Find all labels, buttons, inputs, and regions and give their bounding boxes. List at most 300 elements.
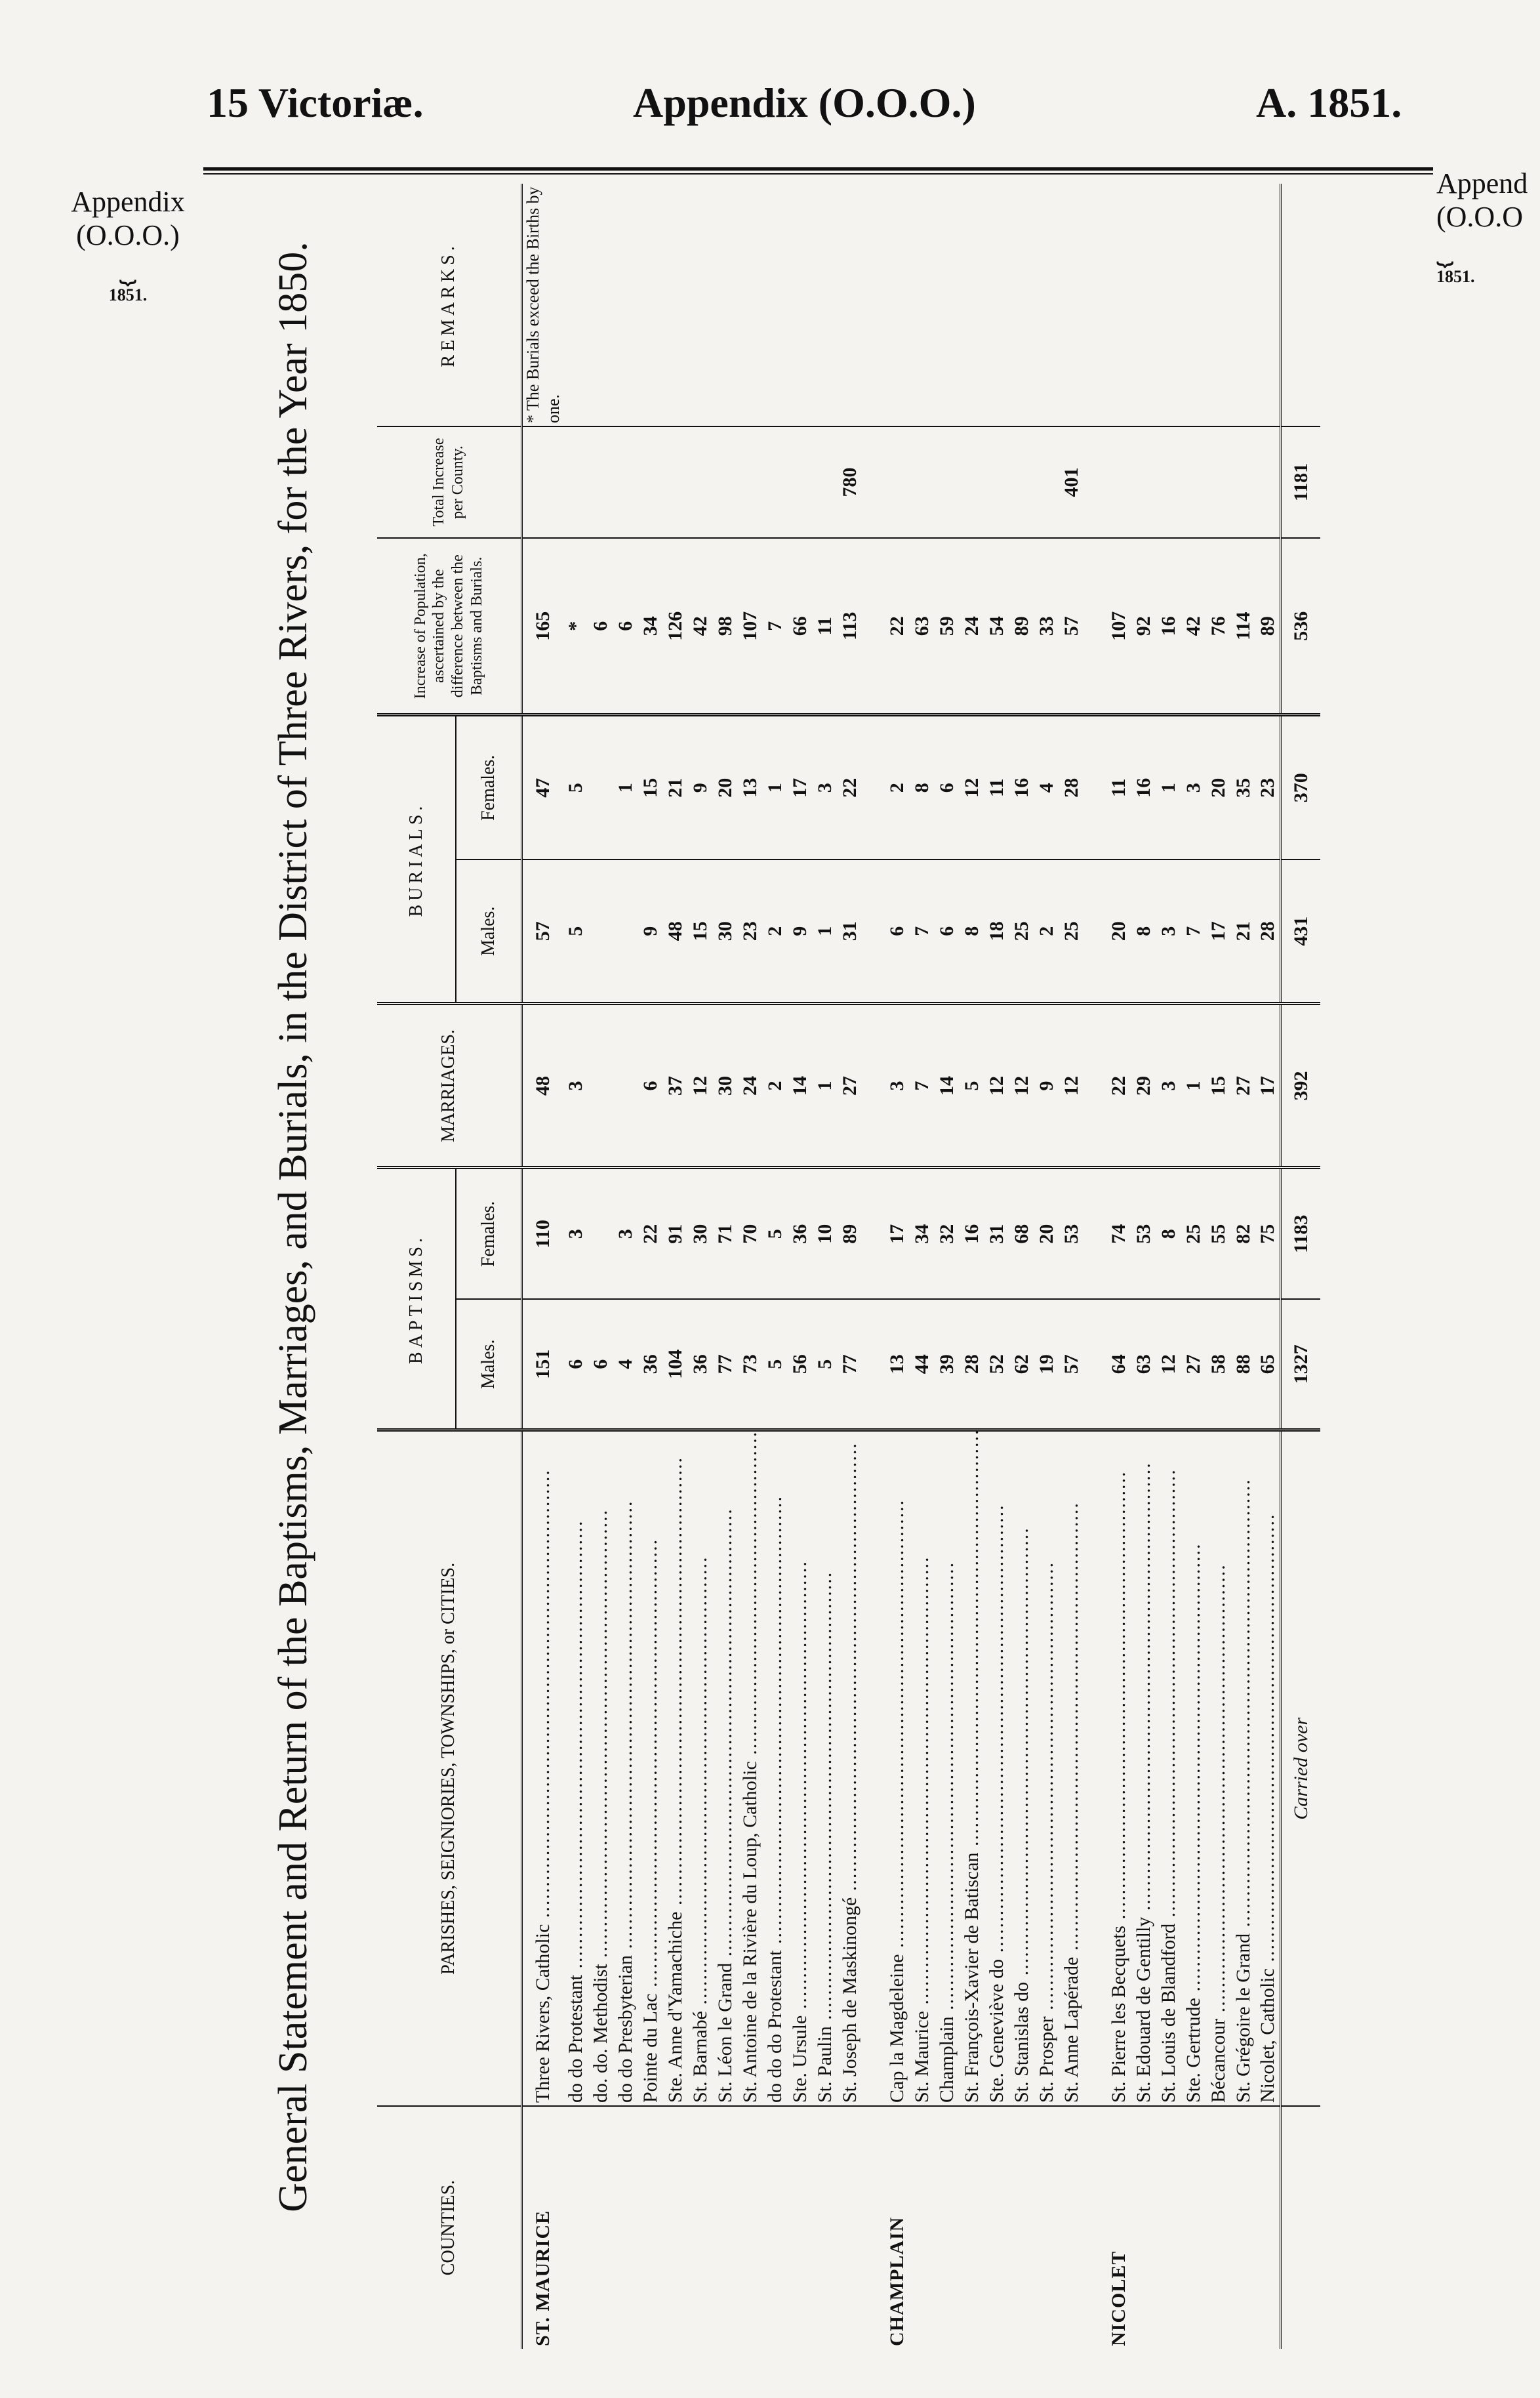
county-cell (638, 2106, 663, 2349)
county-cell (588, 2106, 613, 2349)
tot-cell (910, 426, 935, 538)
table-row (738, 184, 763, 2349)
tot-cell (1206, 426, 1231, 538)
remark-cell (588, 184, 613, 426)
bf-cell: 68 (1009, 1168, 1034, 1299)
tot-cell (713, 426, 738, 538)
county-cell (788, 2106, 813, 2349)
tot-cell (688, 426, 713, 538)
bf-cell: 32 (935, 1168, 960, 1299)
parish-cell: St. Barnabé ..... (688, 1430, 713, 2106)
inc-cell: 59 (935, 538, 960, 715)
mar-cell (588, 1004, 613, 1168)
remark-cell (1231, 184, 1256, 426)
mar-cell: 9 (1034, 1004, 1059, 1168)
table-row (521, 184, 563, 2349)
mar-cell: 27 (838, 1004, 862, 1168)
col-baptisms-males: Males. (456, 1299, 521, 1430)
inc-cell: 42 (1181, 538, 1206, 715)
col-counties: COUNTIES. (377, 2106, 521, 2349)
remark-cell (960, 184, 984, 426)
uf-cell: 4 (1034, 715, 1059, 859)
table-row (788, 184, 813, 2349)
remark-cell (885, 184, 910, 426)
parish-cell: do do do Protestant ..... (763, 1430, 788, 2106)
parish-cell: Cap la Magdeleine ..... (885, 1430, 910, 2106)
bf-cell: 10 (813, 1168, 838, 1299)
total-bf-cell: 1183 (1281, 1168, 1320, 1299)
bm-cell: 88 (1231, 1299, 1256, 1430)
mar-cell: 5 (960, 1004, 984, 1168)
bm-cell: 36 (638, 1299, 663, 1430)
tot-cell (1034, 426, 1059, 538)
total-mar-cell: 392 (1281, 1004, 1320, 1168)
bm-cell: 65 (1256, 1299, 1281, 1430)
table-row (885, 184, 910, 2349)
uf-cell: 3 (1181, 715, 1206, 859)
inc-cell: 11 (813, 538, 838, 715)
uf-cell: 20 (713, 715, 738, 859)
uf-cell: 21 (663, 715, 688, 859)
remark-cell (663, 184, 688, 426)
table-row (1206, 184, 1231, 2349)
bm-cell: 6 (588, 1299, 613, 1430)
bm-cell: 13 (885, 1299, 910, 1430)
uf-cell (588, 715, 613, 859)
bf-cell: 53 (1059, 1168, 1084, 1299)
tot-cell (788, 426, 813, 538)
col-baptisms: BAPTISMS. (377, 1168, 456, 1430)
bf-cell: 89 (838, 1168, 862, 1299)
inc-cell: 126 (663, 538, 688, 715)
tot-cell (960, 426, 984, 538)
parish-cell: Three Rivers, Catholic ..... (521, 1430, 563, 2106)
uf-cell: 22 (838, 715, 862, 859)
mar-cell: 14 (935, 1004, 960, 1168)
um-cell: 8 (1131, 859, 1156, 1004)
uf-cell: 23 (1256, 715, 1281, 859)
brace-icon: ⏟ (119, 252, 137, 285)
tot-cell (885, 426, 910, 538)
um-cell: 21 (1231, 859, 1256, 1004)
remark-cell (984, 184, 1009, 426)
table-row (813, 184, 838, 2349)
inc-cell: * (563, 538, 588, 715)
remark-cell (713, 184, 738, 426)
tot-cell: 401 (1059, 426, 1084, 538)
tot-cell (521, 426, 563, 538)
inc-cell: 24 (960, 538, 984, 715)
mar-cell: 12 (1009, 1004, 1034, 1168)
county-cell (1009, 2106, 1034, 2349)
table-row (588, 184, 613, 2349)
margin-label: Append (1436, 167, 1528, 199)
tot-cell (563, 426, 588, 538)
inc-cell: 89 (1009, 538, 1034, 715)
rotated-page-body (271, 184, 1410, 2349)
county-cell (713, 2106, 738, 2349)
parish-cell: St. Léon le Grand ..... (713, 1430, 738, 2106)
parish-cell: Champlain ..... (935, 1430, 960, 2106)
margin-code: (O.O.O (1436, 200, 1523, 233)
bm-cell: 4 (613, 1299, 638, 1430)
margin-label: Appendix (71, 186, 185, 218)
table-row (935, 184, 960, 2349)
table-row (1059, 184, 1084, 2349)
um-cell: 25 (1009, 859, 1034, 1004)
parish-cell: Ste. Anne d'Yamachiche ..... (663, 1430, 688, 2106)
um-cell (613, 859, 638, 1004)
inc-cell: 6 (613, 538, 638, 715)
mar-cell: 17 (1256, 1004, 1281, 1168)
table-row (1131, 184, 1156, 2349)
inc-cell: 6 (588, 538, 613, 715)
remark-cell (1059, 184, 1084, 426)
bf-cell: 30 (688, 1168, 713, 1299)
bf-cell: 34 (910, 1168, 935, 1299)
remark-cell (1131, 184, 1156, 426)
mar-cell: 15 (1206, 1004, 1231, 1168)
bf-cell: 5 (763, 1168, 788, 1299)
bm-cell: 151 (521, 1299, 563, 1430)
inc-cell: 22 (885, 538, 910, 715)
brace-icon: ⏟ (1436, 234, 1454, 266)
tot-cell (613, 426, 638, 538)
um-cell: 25 (1059, 859, 1084, 1004)
um-cell: 6 (935, 859, 960, 1004)
county-cell (563, 2106, 588, 2349)
um-cell: 18 (984, 859, 1009, 1004)
table-row (1034, 184, 1059, 2349)
uf-cell: 28 (1059, 715, 1084, 859)
remark-cell (763, 184, 788, 426)
remark-cell (1181, 184, 1206, 426)
county-cell (1206, 2106, 1231, 2349)
inc-cell: 33 (1034, 538, 1059, 715)
bm-cell: 52 (984, 1299, 1009, 1430)
county-cell (663, 2106, 688, 2349)
remark-cell (1009, 184, 1034, 426)
bm-cell: 63 (1131, 1299, 1156, 1430)
bm-cell: 73 (738, 1299, 763, 1430)
col-increase: Increase of Population, ascertained by the difference between the Baptisms and Burials. (377, 538, 521, 715)
table-row (563, 184, 588, 2349)
tot-cell (638, 426, 663, 538)
um-cell: 5 (563, 859, 588, 1004)
um-cell: 30 (713, 859, 738, 1004)
parish-cell: St. Grégoire le Grand ..... (1231, 1430, 1256, 2106)
uf-cell: 2 (885, 715, 910, 859)
mar-cell: 29 (1131, 1004, 1156, 1168)
um-cell (588, 859, 613, 1004)
bm-cell: 104 (663, 1299, 688, 1430)
bm-cell: 28 (960, 1299, 984, 1430)
margin-year: 1851. (108, 285, 148, 304)
remark-cell (788, 184, 813, 426)
uf-cell: 20 (1206, 715, 1231, 859)
county-cell: ST. MAURICE (531, 2210, 554, 2346)
header-appendix: Appendix (O.O.O.) (633, 79, 976, 126)
mar-cell: 6 (638, 1004, 663, 1168)
county-cell (1131, 2106, 1156, 2349)
um-cell: 2 (1034, 859, 1059, 1004)
inc-cell: 16 (1156, 538, 1181, 715)
county-cell: CHAMPLAIN (885, 2216, 908, 2346)
county-cell (910, 2106, 935, 2349)
bm-cell: 62 (1009, 1299, 1034, 1430)
bm-cell: 36 (688, 1299, 713, 1430)
inc-cell: 42 (688, 538, 713, 715)
bm-cell: 12 (1156, 1299, 1181, 1430)
bm-cell: 77 (838, 1299, 862, 1430)
group-spacer (862, 184, 885, 2349)
mar-cell: 2 (763, 1004, 788, 1168)
table-row (688, 184, 713, 2349)
remark-cell: * The Burials exceed the Births by one. (521, 184, 563, 426)
mar-cell: 7 (910, 1004, 935, 1168)
bf-cell: 17 (885, 1168, 910, 1299)
inc-cell: 57 (1059, 538, 1084, 715)
header-year: A. 1851. (1256, 79, 1402, 126)
inc-cell: 165 (521, 538, 563, 715)
margin-year: 1851. (1436, 266, 1475, 286)
parish-cell: do do Presbyterian ..... (613, 1430, 638, 2106)
remark-cell (1206, 184, 1231, 426)
parish-cell: St. Edouard de Gentilly ..... (1131, 1430, 1156, 2106)
inc-cell: 63 (910, 538, 935, 715)
tot-cell (813, 426, 838, 538)
county-cell (1059, 2106, 1084, 2349)
um-cell: 48 (663, 859, 688, 1004)
bm-cell: 77 (713, 1299, 738, 1430)
bm-cell: 27 (1181, 1299, 1206, 1430)
inc-cell: 107 (1106, 538, 1131, 715)
bm-cell: 6 (563, 1299, 588, 1430)
col-burials-males: Males. (456, 859, 521, 1004)
table-row (838, 184, 862, 2349)
remark-cell (1106, 184, 1131, 426)
bf-cell: 82 (1231, 1168, 1256, 1299)
col-total: Total Increase per County. (377, 426, 521, 538)
remark-cell (813, 184, 838, 426)
parish-cell: St. Maurice ..... (910, 1430, 935, 2106)
total-um-cell: 431 (1281, 859, 1320, 1004)
parish-cell: St. François-Xavier de Batiscan ..... (960, 1430, 984, 2106)
bm-cell: 5 (763, 1299, 788, 1430)
county-cell (935, 2106, 960, 2349)
remark-cell (935, 184, 960, 426)
total-inc-cell: 536 (1281, 538, 1320, 715)
inc-cell: 34 (638, 538, 663, 715)
remark-cell (910, 184, 935, 426)
um-cell: 28 (1256, 859, 1281, 1004)
bf-cell: 110 (521, 1168, 563, 1299)
margin-note-right (1436, 167, 1540, 287)
inc-cell: 76 (1206, 538, 1231, 715)
totals-row (1281, 184, 1320, 2349)
remark-cell (563, 184, 588, 426)
uf-cell: 16 (1009, 715, 1034, 859)
table-row (713, 184, 738, 2349)
mar-cell: 1 (813, 1004, 838, 1168)
bf-cell: 55 (1206, 1168, 1231, 1299)
top-rule (203, 167, 1433, 171)
page-title: General Statement and Return of the Baptisms, Marriages, and Burials, in the District of Three Rivers, for the Year 1850. (271, 241, 315, 2212)
parish-cell: St. Louis de Blandford ..... (1156, 1430, 1181, 2106)
header-session: 15 Victoriæ. (207, 79, 424, 126)
tot-cell (984, 426, 1009, 538)
county-cell (960, 2106, 984, 2349)
bf-cell: 91 (663, 1168, 688, 1299)
inc-cell: 7 (763, 538, 788, 715)
uf-cell: 11 (1106, 715, 1131, 859)
remark-cell (688, 184, 713, 426)
bf-cell: 8 (1156, 1168, 1181, 1299)
table-row (763, 184, 788, 2349)
um-cell: 7 (910, 859, 935, 1004)
um-cell: 9 (638, 859, 663, 1004)
mar-cell: 22 (1106, 1004, 1131, 1168)
bf-cell: 75 (1256, 1168, 1281, 1299)
county-cell (984, 2106, 1009, 2349)
county-cell (813, 2106, 838, 2349)
tot-cell (1106, 426, 1131, 538)
uf-cell: 1 (613, 715, 638, 859)
remark-cell (638, 184, 663, 426)
col-burials-females: Females. (456, 715, 521, 859)
um-cell: 57 (521, 859, 563, 1004)
uf-cell: 6 (935, 715, 960, 859)
bm-cell: 5 (813, 1299, 838, 1430)
table-row (1156, 184, 1181, 2349)
uf-cell: 1 (763, 715, 788, 859)
bf-cell: 71 (713, 1168, 738, 1299)
mar-cell: 12 (688, 1004, 713, 1168)
table-body (521, 184, 1320, 2349)
parish-cell: St. Anne Lapérade ..... (1059, 1430, 1084, 2106)
mar-cell: 12 (984, 1004, 1009, 1168)
bf-cell (588, 1168, 613, 1299)
parish-cell: Ste. Ursule ..... (788, 1430, 813, 2106)
uf-cell: 13 (738, 715, 763, 859)
parish-cell: Pointe du Lac ..... (638, 1430, 663, 2106)
bf-cell: 3 (613, 1168, 638, 1299)
col-baptisms-females: Females. (456, 1168, 521, 1299)
county-cell (688, 2106, 713, 2349)
parish-cell: St. Stanislas do ..... (1009, 1430, 1034, 2106)
tot-cell (1131, 426, 1156, 538)
um-cell: 8 (960, 859, 984, 1004)
um-cell: 15 (688, 859, 713, 1004)
county-cell (613, 2106, 638, 2349)
tot-cell (663, 426, 688, 538)
col-parishes: PARISHES, SEIGNIORIES, TOWNSHIPS, or CITIES. (377, 1430, 521, 2106)
col-marriages: MARRIAGES. (377, 1004, 521, 1168)
parish-cell: St. Antoine de la Rivière du Loup, Catholic ..... (738, 1430, 763, 2106)
um-cell: 9 (788, 859, 813, 1004)
bf-cell: 53 (1131, 1168, 1156, 1299)
parish-cell: Nicolet, Catholic ..... (1256, 1430, 1281, 2106)
inc-cell: 89 (1256, 538, 1281, 715)
uf-cell: 1 (1156, 715, 1181, 859)
inc-cell: 98 (713, 538, 738, 715)
uf-cell: 12 (960, 715, 984, 859)
remark-cell (613, 184, 638, 426)
inc-cell: 107 (738, 538, 763, 715)
bf-cell: 20 (1034, 1168, 1059, 1299)
tot-cell (935, 426, 960, 538)
remark-cell (838, 184, 862, 426)
county-cell (738, 2106, 763, 2349)
um-cell: 3 (1156, 859, 1181, 1004)
parish-cell: Ste. Geneviève do ..... (984, 1430, 1009, 2106)
tot-cell (1156, 426, 1181, 538)
parish-cell: do do Protestant ..... (563, 1430, 588, 2106)
county-cell (838, 2106, 862, 2349)
bm-cell: 19 (1034, 1299, 1059, 1430)
uf-cell: 9 (688, 715, 713, 859)
parish-cell: Ste. Gertrude ..... (1181, 1430, 1206, 2106)
bm-cell: 64 (1106, 1299, 1131, 1430)
total-bm-cell: 1327 (1281, 1299, 1320, 1430)
um-cell: 6 (885, 859, 910, 1004)
inc-cell: 114 (1231, 538, 1256, 715)
table-row (663, 184, 688, 2349)
tot-cell (1181, 426, 1206, 538)
uf-cell: 15 (638, 715, 663, 859)
mar-cell (613, 1004, 638, 1168)
tot-cell: 780 (838, 426, 862, 538)
um-cell: 1 (813, 859, 838, 1004)
remark-cell (1256, 184, 1281, 426)
bf-cell: 31 (984, 1168, 1009, 1299)
bf-cell: 36 (788, 1168, 813, 1299)
mar-cell: 30 (713, 1004, 738, 1168)
county-cell (1034, 2106, 1059, 2349)
um-cell: 31 (838, 859, 862, 1004)
table-row (984, 184, 1009, 2349)
bf-cell: 16 (960, 1168, 984, 1299)
mar-cell: 3 (885, 1004, 910, 1168)
bf-cell: 70 (738, 1168, 763, 1299)
um-cell: 7 (1181, 859, 1206, 1004)
uf-cell: 16 (1131, 715, 1156, 859)
bm-cell: 57 (1059, 1299, 1084, 1430)
county-cell (763, 2106, 788, 2349)
top-rule-thin (203, 173, 1433, 175)
col-remarks: REMARKS. (377, 184, 521, 426)
mar-cell: 3 (563, 1004, 588, 1168)
col-burials: BURIALS. (377, 715, 456, 1004)
mar-cell: 37 (663, 1004, 688, 1168)
parish-cell: St. Paulin ..... (813, 1430, 838, 2106)
um-cell: 20 (1106, 859, 1131, 1004)
inc-cell: 54 (984, 538, 1009, 715)
bm-cell: 44 (910, 1299, 935, 1430)
um-cell: 23 (738, 859, 763, 1004)
parish-cell: Bécancour ..... (1206, 1430, 1231, 2106)
uf-cell: 11 (984, 715, 1009, 859)
bf-cell: 22 (638, 1168, 663, 1299)
table-row (1231, 184, 1256, 2349)
tot-cell (1009, 426, 1034, 538)
inc-cell: 113 (838, 538, 862, 715)
tot-cell (1231, 426, 1256, 538)
carried-over-label: Carried over (1281, 1430, 1320, 2106)
table-row (613, 184, 638, 2349)
total-tot-cell: 1181 (1281, 426, 1320, 538)
uf-cell: 17 (788, 715, 813, 859)
